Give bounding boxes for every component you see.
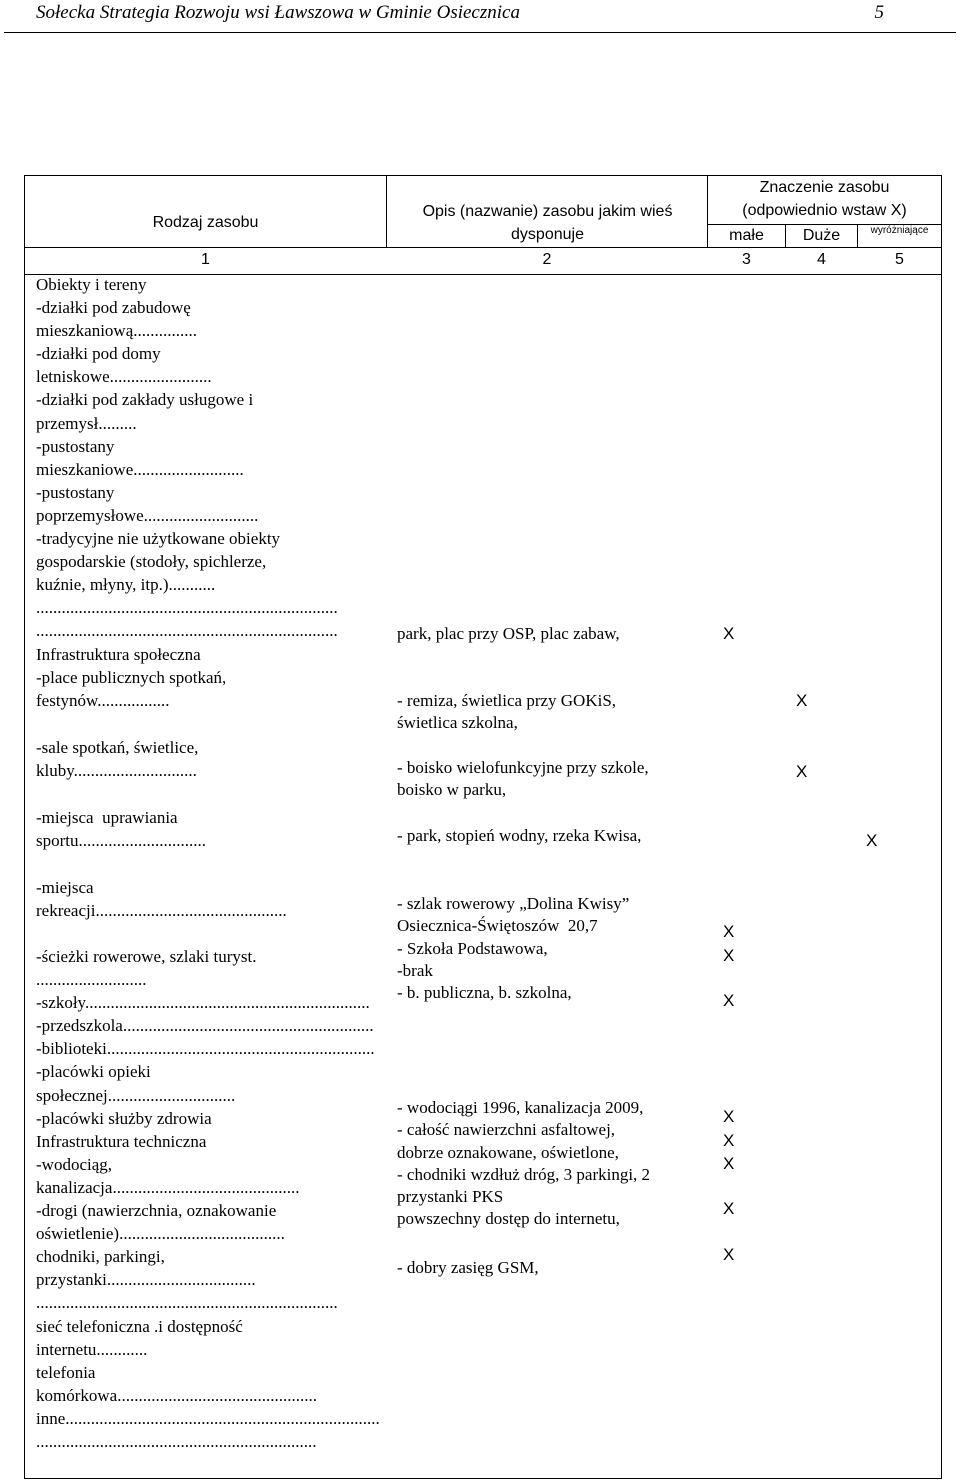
page-header	[36, 2, 884, 26]
description-park: park, plac przy OSP, plac zabaw,	[397, 624, 620, 643]
page-number: 5	[874, 2, 884, 23]
column-number-1: 1	[201, 251, 210, 268]
mark-x: X	[723, 1107, 735, 1126]
header-description: Opis (nazwanie) zasobu jakim wieś dysponuje	[422, 203, 673, 243]
mark-x: X	[723, 1199, 735, 1218]
header-small: małe	[729, 227, 764, 244]
resource-list-sport: -miejsca uprawiania sportu..............................	[36, 808, 206, 851]
resource-list-objects: Obiekty i tereny -działki pod zabudowę mieszkaniową............... -działki pod domy letniskowe........................ -działki pod zakłady usługowe i przemysł......... -pustostany mieszkaniowe.......................... -pustostany poprzemysłowe........................... -tradycyjne nie użytkowane obiekty gospodarskie (stodoły, spichlerze, kuźnie, młyny, itp.)........... ....................................................................... ....................................................................... Infrastruktura społeczna -place publicznych spotkań, festynów.................	[36, 275, 338, 710]
mark-x: X	[723, 624, 735, 643]
table-border-left	[24, 175, 25, 1479]
description-remiza: - remiza, świetlica przy GOKiS, świetlica szkolna,	[397, 691, 617, 733]
description-recreation: - szlak rowerowy „Dolina Kwisy” Osiecznica-Świętoszów 20,7 - Szkoła Podstawowa, -brak - b. publiczna, b. szkolna,	[397, 894, 630, 1003]
header-resource-type: Rodzaj zasobu	[152, 214, 259, 231]
table-border-bottom	[24, 1478, 942, 1479]
mark-x: X	[796, 762, 808, 781]
resource-list-infrastructure: -ścieżki rowerowe, szlaki turyst. .......................... -szkoły................................................................... -przedszkola........................................................... -biblioteki............................................................... -placówki opieki społecznej.............................. -placówki służby zdrowia Infrastruktura techniczna -wodociąg, kanalizacja............................................ -drogi (nawierzchnia, oznakowanie oświetlenie)....................................... chodniki, parkingi, przystanki................................... ....................................................................... sieć telefoniczna .i dostępność internetu............ telefonia komórkowa............................................... inne.......................................................................... ..................................................................	[36, 947, 380, 1451]
document-title: Sołecka Strategia Rozwoju wsi Ławszowa w Gminie Osiecznica	[36, 2, 520, 23]
description-gsm: - dobry zasięg GSM,	[397, 1258, 539, 1277]
column-number-4: 4	[817, 251, 826, 268]
header-rule	[4, 32, 956, 33]
mark-x: X	[866, 831, 878, 850]
header-distinctive: wyróżniające	[870, 225, 929, 236]
mark-x: X	[723, 946, 735, 965]
header-bottom-rule	[24, 247, 942, 248]
mark-x: X	[723, 1245, 735, 1264]
header-large: Duże	[802, 227, 841, 244]
header-importance: Znaczenie zasobu (odpowiednio wstaw X)	[742, 179, 907, 219]
description-kwisa: - park, stopień wodny, rzeka Kwisa,	[397, 826, 642, 845]
mark-x: X	[723, 991, 735, 1010]
mark-x: X	[723, 922, 735, 941]
column-number-2: 2	[542, 251, 552, 268]
mark-x: X	[796, 691, 808, 710]
description-boisko: - boisko wielofunkcyjne przy szkole, boisko w parku,	[397, 758, 649, 800]
description-infrastructure: - wodociągi 1996, kanalizacja 2009, - całość nawierzchni asfaltowej, dobrze oznakowane, oświetlone, - chodniki wzdłuż dróg, 3 parkingi, 2 przystanki PKS powszechny dostęp do internetu,	[397, 1098, 651, 1229]
resource-list-recreation: -miejsca rekreacji.............................................	[36, 878, 287, 921]
mark-x: X	[723, 1131, 735, 1150]
resource-list-meeting-rooms: -sale spotkań, świetlice, kluby.............................	[36, 738, 199, 781]
table-border-right	[941, 175, 942, 1479]
column-number-3: 3	[742, 251, 751, 268]
col-divider-1	[386, 175, 387, 247]
column-number-5: 5	[895, 251, 904, 268]
mark-x: X	[723, 1154, 735, 1173]
